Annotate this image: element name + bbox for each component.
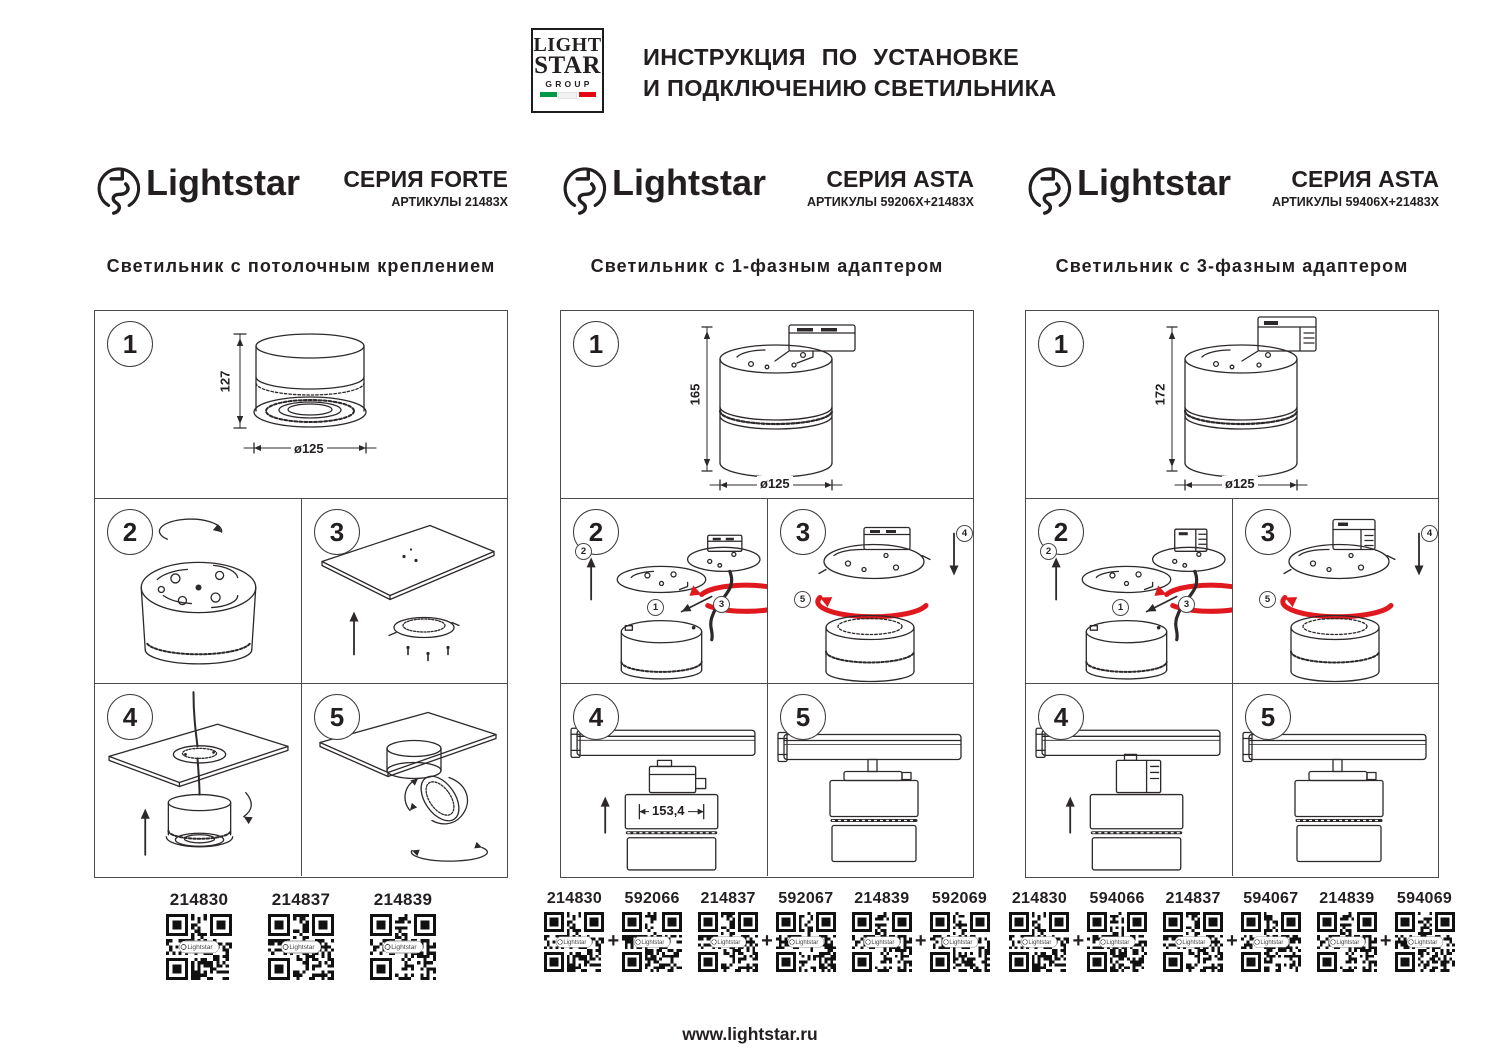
svg-text:Lightstar: Lightstar: [563, 940, 587, 946]
website-url: www.lightstar.ru: [682, 1024, 818, 1044]
svg-text:Lightstar: Lightstar: [1182, 940, 1206, 946]
steps-grid: [94, 310, 508, 878]
substep-badge: 5: [794, 591, 811, 608]
qr-item: [850, 890, 914, 972]
step-number-badge: 4: [107, 694, 153, 740]
page-title: [643, 42, 1057, 105]
step-cell-3: [301, 498, 507, 683]
qr-article-number: 214830: [546, 890, 603, 907]
series-articles: АРТИКУЛЫ 21483X: [391, 194, 508, 209]
step-number-badge: 5: [780, 694, 826, 740]
qr-pair: [1315, 890, 1457, 972]
dim-diameter: ø125: [1222, 476, 1258, 491]
qr-row: [94, 890, 508, 980]
svg-text:Lightstar: Lightstar: [795, 940, 819, 946]
lightstar-group-logo: [531, 28, 604, 113]
qr-item: [162, 890, 236, 980]
qr-article-number: 594069: [1396, 890, 1453, 907]
qr-row: [546, 890, 988, 972]
step-cell-2: [1026, 498, 1232, 683]
qr-pair: [1007, 890, 1149, 972]
qr-code: [852, 912, 912, 972]
step-number-badge: 4: [1038, 694, 1084, 740]
plus-sign: +: [1072, 930, 1085, 952]
series-title: СЕРИЯ ASTA: [1291, 165, 1439, 192]
qr-article-number: 592069: [931, 890, 988, 907]
series-block: [807, 164, 974, 209]
qr-code: [930, 912, 990, 972]
step-cell-4: [561, 683, 767, 876]
qr-item: [366, 890, 440, 980]
step-cell-2: [95, 498, 301, 683]
plus-sign: +: [761, 930, 773, 952]
qr-item: [1315, 890, 1379, 972]
steps-grid: [560, 310, 974, 878]
series-title: СЕРИЯ ASTA: [826, 165, 974, 192]
step-number-badge: 1: [107, 321, 153, 367]
step-number-badge: 3: [1245, 509, 1291, 555]
qr-code: [1241, 912, 1301, 972]
step-number-badge: 3: [314, 509, 360, 555]
page-title-line1: ИНСТРУКЦИЯ ПО УСТАНОВКЕ: [643, 44, 1020, 70]
substep-badge: 4: [1421, 525, 1438, 542]
qr-item: [1007, 890, 1071, 972]
svg-text:Lightstar: Lightstar: [289, 944, 315, 952]
dim-height: 172: [1152, 381, 1167, 409]
step-number-badge: 4: [573, 694, 619, 740]
step-number-badge: 2: [107, 509, 153, 555]
series-articles: АРТИКУЛЫ 59206X+21483X: [806, 194, 974, 209]
lamp-adapter-dimension-drawing: [1026, 311, 1438, 498]
qr-code: [622, 912, 682, 972]
qr-item: [620, 890, 684, 972]
plus-sign: +: [914, 930, 927, 952]
dim-height: 165: [687, 381, 702, 409]
step-number-badge: 1: [573, 321, 619, 367]
column-subtitle: Светильник с 3-фазным адаптером: [1055, 256, 1409, 276]
step-cell-4: [95, 683, 301, 876]
qr-item: [264, 890, 338, 980]
svg-text:Lightstar: Lightstar: [1260, 940, 1284, 946]
svg-text:Lightstar: Lightstar: [1413, 940, 1437, 946]
lightstar-bulb-icon: [560, 159, 608, 221]
svg-text:Lightstar: Lightstar: [948, 940, 972, 946]
series-title: СЕРИЯ FORTE: [343, 165, 508, 192]
qr-article-number: 594066: [1089, 890, 1145, 907]
column-subtitle: Светильник с потолочным креплением: [106, 256, 496, 276]
italian-flag-bar: [540, 92, 596, 99]
step-cell-1: [1026, 311, 1438, 498]
step-cell-1: [561, 311, 973, 498]
step-cell-2: [561, 498, 767, 683]
qr-pair: [1161, 890, 1303, 972]
qr-code: [166, 914, 232, 980]
qr-row: [1011, 890, 1453, 972]
svg-text:Lightstar: Lightstar: [641, 940, 665, 946]
svg-text:Lightstar: Lightstar: [1336, 940, 1360, 946]
substep-badge: 1: [1112, 599, 1129, 616]
qr-article-number: 214830: [1011, 890, 1068, 907]
qr-article-number: 214839: [1319, 890, 1375, 907]
step-number-badge: 5: [314, 694, 360, 740]
qr-article-number: 214839: [854, 890, 910, 907]
qr-code: [268, 914, 334, 980]
brand-row: [94, 150, 508, 222]
step-cell-5: [301, 683, 507, 876]
column-subtitle: Светильник с 1-фазным адаптером: [590, 256, 944, 276]
plus-sign: +: [1226, 930, 1238, 952]
step-cell-5: [767, 683, 973, 876]
substep-badge: 5: [1259, 591, 1276, 608]
brand-wordmark: Lightstar: [612, 162, 767, 203]
step-number-badge: 3: [780, 509, 826, 555]
qr-code: [544, 912, 604, 972]
svg-text:Lightstar: Lightstar: [871, 940, 895, 946]
step-cell-5: [1232, 683, 1438, 876]
step-number-badge: 5: [1245, 694, 1291, 740]
lightstar-bulb-icon: [1025, 159, 1073, 221]
qr-code: [370, 914, 436, 980]
substep-badge: 2: [1040, 543, 1057, 560]
qr-article-number: 214837: [271, 890, 331, 909]
brand-wordmark: Lightstar: [1077, 162, 1232, 203]
qr-article-number: 214837: [700, 890, 756, 907]
svg-text:Lightstar: Lightstar: [717, 940, 741, 946]
dim-diameter: ø125: [291, 441, 327, 456]
brand-row: [1025, 150, 1439, 222]
page-title-line2: И ПОДКЛЮЧЕНИЮ СВЕТИЛЬНИКА: [643, 75, 1057, 102]
qr-article-number: 592066: [624, 890, 680, 907]
qr-item: [928, 890, 992, 972]
logo-text-star: STAR: [534, 52, 601, 80]
qr-article-number: 592067: [778, 890, 834, 907]
qr-article-number: 214839: [373, 890, 433, 909]
step-number-badge: 2: [573, 509, 619, 555]
series-articles: АРТИКУЛЫ 59406X+21483X: [1271, 194, 1439, 209]
step-number-badge: 1: [1038, 321, 1084, 367]
step-cell-3: [1232, 498, 1438, 683]
lightstar-bulb-icon: [94, 159, 142, 221]
brand-row: [560, 150, 974, 222]
step-number-badge: 2: [1038, 509, 1084, 555]
series-block: [1272, 164, 1439, 209]
qr-code: [698, 912, 758, 972]
qr-item: [774, 890, 838, 972]
qr-item: [1239, 890, 1303, 972]
qr-code: [1317, 912, 1377, 972]
substep-badge: 3: [713, 596, 730, 613]
qr-article-number: 214837: [1165, 890, 1221, 907]
qr-item: [696, 890, 760, 972]
steps-grid: [1025, 310, 1439, 878]
qr-code: [1087, 912, 1147, 972]
qr-pair: [696, 890, 838, 972]
qr-code: [1009, 912, 1069, 972]
series-block: [343, 164, 508, 209]
dim-track-width: 153,4: [649, 803, 688, 818]
substep-badge: 1: [647, 599, 664, 616]
svg-text:Lightstar: Lightstar: [391, 944, 417, 952]
logo-text-light: LIGHT: [533, 34, 602, 56]
flag-red-segment: [579, 92, 596, 97]
dim-height: 127: [217, 368, 232, 396]
qr-article-number: 214830: [169, 890, 229, 909]
step-cell-1: [95, 311, 507, 498]
plus-sign: +: [607, 930, 620, 952]
svg-text:Lightstar: Lightstar: [187, 944, 213, 952]
substep-badge: 3: [1178, 596, 1195, 613]
step-cell-4: [1026, 683, 1232, 876]
plus-sign: +: [1379, 930, 1392, 952]
qr-item: [1393, 890, 1457, 972]
qr-pair: [542, 890, 684, 972]
qr-code: [1163, 912, 1223, 972]
step-cell-3: [767, 498, 973, 683]
qr-item: [542, 890, 606, 972]
lamp-adapter-dimension-drawing: [561, 311, 973, 498]
lamp-dimension-drawing: [95, 311, 507, 498]
svg-text:Lightstar: Lightstar: [1028, 940, 1052, 946]
brand-wordmark: Lightstar: [146, 162, 301, 203]
qr-item: [1085, 890, 1149, 972]
substep-badge: 4: [956, 525, 973, 542]
qr-item: [1161, 890, 1225, 972]
svg-text:Lightstar: Lightstar: [1106, 940, 1130, 946]
dim-diameter: ø125: [757, 476, 793, 491]
qr-article-number: 594067: [1243, 890, 1299, 907]
logo-text-group: GROUP: [545, 79, 593, 90]
flag-white-segment: [558, 92, 577, 99]
qr-pair: [850, 890, 992, 972]
qr-code: [776, 912, 836, 972]
substep-badge: 2: [575, 543, 592, 560]
qr-code: [1395, 912, 1455, 972]
flag-green-segment: [540, 92, 557, 97]
